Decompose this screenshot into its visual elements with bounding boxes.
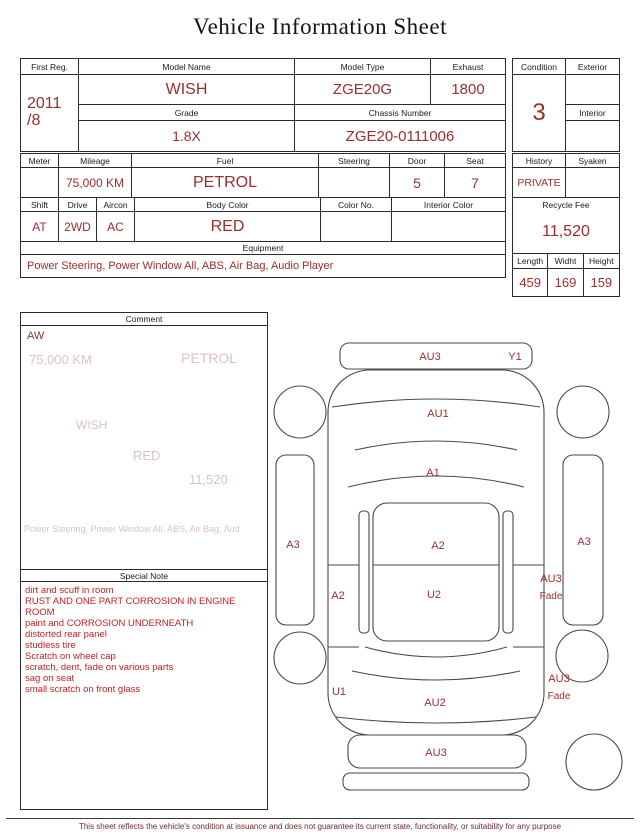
bumper-hood-line <box>332 399 540 407</box>
first-reg-year: 2011 <box>27 95 62 113</box>
model-type-label: Model Type <box>295 59 431 75</box>
special-note-line: distorted rear panel <box>25 629 107 641</box>
recycle-fee-value: 11,520 <box>542 222 590 240</box>
rear-window-bottom-line <box>352 671 520 680</box>
recycle-fee-label: Recycle Fee <box>542 200 590 210</box>
fuel-value: PETROL <box>132 168 319 198</box>
condition-table <box>512 58 620 152</box>
damage-label-left-door: A2 <box>331 590 345 602</box>
special-note-list <box>21 582 267 698</box>
condition-value: 3 <box>513 75 566 151</box>
model-name-label: Model Name <box>79 59 295 75</box>
exterior-label: Exterior <box>566 59 619 75</box>
hood-rear-line <box>355 441 517 450</box>
front-left-wheel <box>274 386 326 438</box>
mileage-value: 75,000 KM <box>59 168 132 198</box>
grade-value: 1.8X <box>79 121 295 151</box>
steering-label: Steering <box>319 154 390 168</box>
interior-color-label: Interior Color <box>392 198 505 212</box>
exhaust-value: 1800 <box>431 75 505 105</box>
front-right-wheel <box>557 386 609 438</box>
comment-value: AW <box>27 330 45 342</box>
specs-table <box>20 153 506 278</box>
rear-bumper-bar-shape <box>343 773 529 790</box>
damage-label-rear-bumper: AU3 <box>425 747 447 759</box>
ghost-text: 11,520 <box>189 472 228 487</box>
body-color-value: RED <box>135 212 321 242</box>
damage-label-right-sill: A3 <box>577 536 591 548</box>
trunk-line <box>336 717 536 723</box>
first-reg-month: /8 <box>27 112 41 129</box>
spare-wheel <box>566 734 622 790</box>
chassis-number-value: ZGE20-0111006 <box>295 121 505 151</box>
grade-label: Grade <box>79 105 295 121</box>
damage-label-right-door: AU3 <box>540 573 562 585</box>
chassis-number-label: Chassis Number <box>295 105 505 121</box>
aircon-label: Aircon <box>97 198 135 212</box>
damage-label-front-right-corner: Y1 <box>508 351 522 363</box>
color-no-label: Color No. <box>321 198 392 212</box>
damage-label-front-bumper-bar: AU3 <box>419 351 441 363</box>
ghost-text: WISH <box>76 418 108 432</box>
comment-header: Comment <box>21 313 267 326</box>
interior-color-value <box>392 212 505 242</box>
damage-label-right-door-condition: Fade <box>539 591 563 602</box>
shift-label: Shift <box>21 198 59 212</box>
ghost-text: RED <box>133 448 161 463</box>
roof-panel <box>373 503 499 641</box>
body-color-label: Body Color <box>135 198 321 212</box>
interior-label: Interior <box>566 105 619 121</box>
length-label: Length <box>513 254 548 269</box>
first-reg-value <box>21 75 79 151</box>
length-value: 459 <box>513 269 548 296</box>
syaken-value <box>566 168 619 198</box>
meter-label: Meter <box>21 154 59 168</box>
ghost-text: 75,000 KM <box>29 352 92 367</box>
damage-label-right-rear-quarter-condition: Fade <box>547 691 571 702</box>
height-label: Height <box>584 254 619 269</box>
model-type-value: ZGE20G <box>295 75 431 105</box>
width-value: 169 <box>548 269 583 296</box>
height-value: 159 <box>584 269 619 296</box>
special-note-header: Special Note <box>21 569 267 582</box>
car-damage-diagram <box>270 315 630 805</box>
recycle-fee-cell <box>513 198 619 254</box>
special-note-line: paint and CORROSION UNDERNEATH <box>25 618 194 630</box>
history-label: History <box>513 154 566 168</box>
first-reg-label: First Reg. <box>21 59 79 75</box>
condition-label: Condition <box>513 59 566 75</box>
damage-label-windshield: A1 <box>426 467 440 479</box>
damage-label-hood: AU1 <box>427 408 449 420</box>
special-note-line: RUST AND ONE PART CORROSION IN ENGINE ROOM <box>25 596 236 619</box>
damage-label-left-sill: A3 <box>286 539 300 551</box>
rear-window-top-line <box>365 647 507 657</box>
equipment-label: Equipment <box>21 242 505 255</box>
special-note-line: scratch, dent, fade on various parts <box>25 662 174 674</box>
right-roof-rail <box>503 511 513 633</box>
fuel-label: Fuel <box>132 154 319 168</box>
damage-label-roof-front: A2 <box>431 540 445 552</box>
left-roof-rail <box>359 511 369 633</box>
special-note-line: Scratch on wheel cap <box>25 651 116 663</box>
seat-value: 7 <box>445 168 505 198</box>
aircon-value: AC <box>97 212 135 242</box>
mileage-label: Mileage <box>59 154 132 168</box>
comment-note-box <box>20 312 268 810</box>
model-name-value: WISH <box>79 75 295 105</box>
ghost-text: PETROL <box>181 350 238 366</box>
vehicle-id-table <box>20 58 506 152</box>
equipment-value: Power Steering, Power Window All, ABS, Air Bag, Audio Player <box>21 255 505 277</box>
history-fee-table <box>512 153 620 297</box>
special-note-line: studless tire <box>25 640 76 652</box>
damage-label-right-rear-quarter: AU3 <box>548 673 570 685</box>
color-no-value <box>321 212 392 242</box>
comment-body <box>21 326 267 569</box>
exterior-value <box>566 75 619 105</box>
rear-left-wheel <box>274 632 326 684</box>
seat-label: Seat <box>445 154 505 168</box>
damage-label-rear-panel: AU2 <box>424 697 446 709</box>
shift-value: AT <box>21 212 59 242</box>
damage-label-roof-center: U2 <box>426 589 442 601</box>
page-title: Vehicle Information Sheet <box>193 14 447 39</box>
door-value: 5 <box>390 168 445 198</box>
interior-value <box>566 121 619 151</box>
disclaimer-text: This sheet reflects the vehicle's condition at issuance and does not guarantee its current state, functionality, or suitability for any purpose <box>6 818 634 831</box>
steering-value <box>319 168 390 198</box>
damage-label-left-rear-quarter: U1 <box>331 686 347 698</box>
special-note-line: small scratch on front glass <box>25 684 141 696</box>
width-label: Widht <box>548 254 583 269</box>
meter-value <box>21 168 59 198</box>
syaken-label: Syaken <box>566 154 619 168</box>
special-note-line: dirt and scuff in room <box>25 585 114 596</box>
door-label: Door <box>390 154 445 168</box>
ghost-text: Power Steering, Power Window All, ABS, Air Bag, Aud <box>24 524 240 534</box>
exhaust-label: Exhaust <box>431 59 505 75</box>
special-note-line: sag on seat <box>25 673 75 685</box>
drive-value: 2WD <box>59 212 97 242</box>
history-value: PRIVATE <box>513 168 566 198</box>
drive-label: Drive <box>59 198 97 212</box>
